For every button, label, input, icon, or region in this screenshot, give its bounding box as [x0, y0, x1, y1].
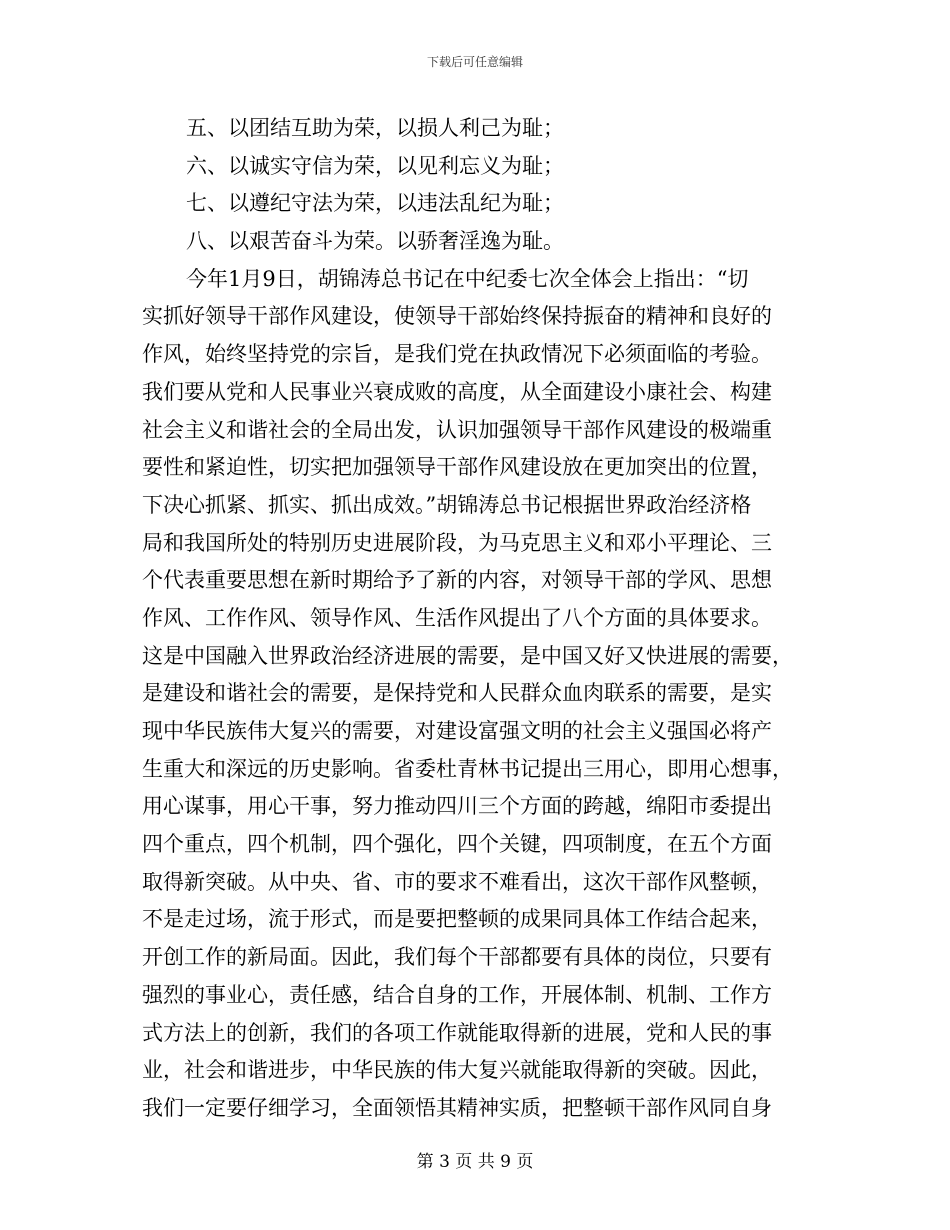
text-line: 局和我国所处的特别历史进展阶段，为马克思主义和邓小平理论、三 — [142, 530, 772, 555]
text-line: 取得新突破。从中央、省、市的要求不难看出，这次干部作风整顿， — [142, 869, 772, 894]
text-line: 要性和紧迫性，切实把加强领导干部作风建设放在更加突出的位置， — [142, 455, 772, 480]
text-line: 用心谋事，用心干事，努力推动四川三个方面的跨越，绵阳市委提出 — [142, 794, 772, 819]
text-line: 业，社会和谐进步，中华民族的伟大复兴就能取得新的突破。因此， — [142, 1058, 772, 1083]
document-body — [142, 110, 804, 1128]
text-line: 五、以团结互助为荣，以损人利己为耻； — [186, 116, 564, 140]
text-line: 不是走过场，流于形式，而是要把整顿的成果同具体工作结合起来， — [142, 907, 772, 932]
text-line: 八、以艰苦奋斗为荣。以骄奢淫逸为耻。 — [186, 229, 564, 254]
text-line: 六、以诚实守信为荣，以见利忘义为耻； — [186, 153, 564, 178]
text-line: 强烈的事业心，责任感，结合自身的工作，开展体制、机制、工作方 — [142, 982, 772, 1007]
text-line: 是建设和谐社会的需要，是保持党和人民群众血肉联系的需要，是实 — [142, 681, 772, 706]
page-number-footer: 第 3 页 共 9 页 — [416, 1152, 534, 1172]
text-line: 个代表重要思想在新时期给予了新的内容，对领导干部的学风、思想 — [142, 568, 772, 593]
text-line: 式方法上的创新，我们的各项工作就能取得新的进展，党和人民的事 — [142, 1020, 772, 1045]
text-line: 这是中国融入世界政治经济进展的需要，是中国又好又快进展的需要， — [142, 643, 793, 668]
text-line: 下决心抓紧、抓实、抓出成效。”胡锦涛总书记根据世界政治经济格 — [142, 492, 752, 517]
text-line: 现中华民族伟大复兴的需要，对建设富强文明的社会主义强国必将产 — [142, 719, 772, 743]
text-line: 社会主义和谐社会的全局出发，认识加强领导干部作风建设的极端重 — [142, 417, 772, 442]
text-line: 我们要从党和人民事业兴衰成败的高度，从全面建设小康社会、构建 — [142, 379, 772, 404]
text-line: 生重大和深远的历史影响。省委杜青林书记提出三用心，即用心想事， — [142, 756, 793, 781]
text-line: 七、以遵纪守法为荣，以违法乱纪为耻； — [186, 191, 564, 216]
text-line: 作风、工作作风、领导作风、生活作风提出了八个方面的具体要求。 — [142, 605, 772, 630]
text-line: 我们一定要仔细学习，全面领悟其精神实质，把整顿干部作风同自身 — [142, 1095, 772, 1120]
text-line: 实抓好领导干部作风建设，使领导干部始终保持振奋的精神和良好的 — [142, 304, 772, 329]
text-line: 四个重点，四个机制，四个强化，四个关键，四项制度，在五个方面 — [142, 832, 772, 857]
text-line: 开创工作的新局面。因此，我们每个干部都要有具体的岗位，只要有 — [142, 945, 772, 970]
text-line: 作风，始终坚持党的宗旨，是我们党在执政情况下必须面临的考验。 — [142, 342, 772, 367]
text-line: 今年1月9日，胡锦涛总书记在中纪委七次全体会上指出：“切 — [186, 266, 749, 291]
page-header-note: 下载后可任意编辑 — [426, 55, 523, 69]
